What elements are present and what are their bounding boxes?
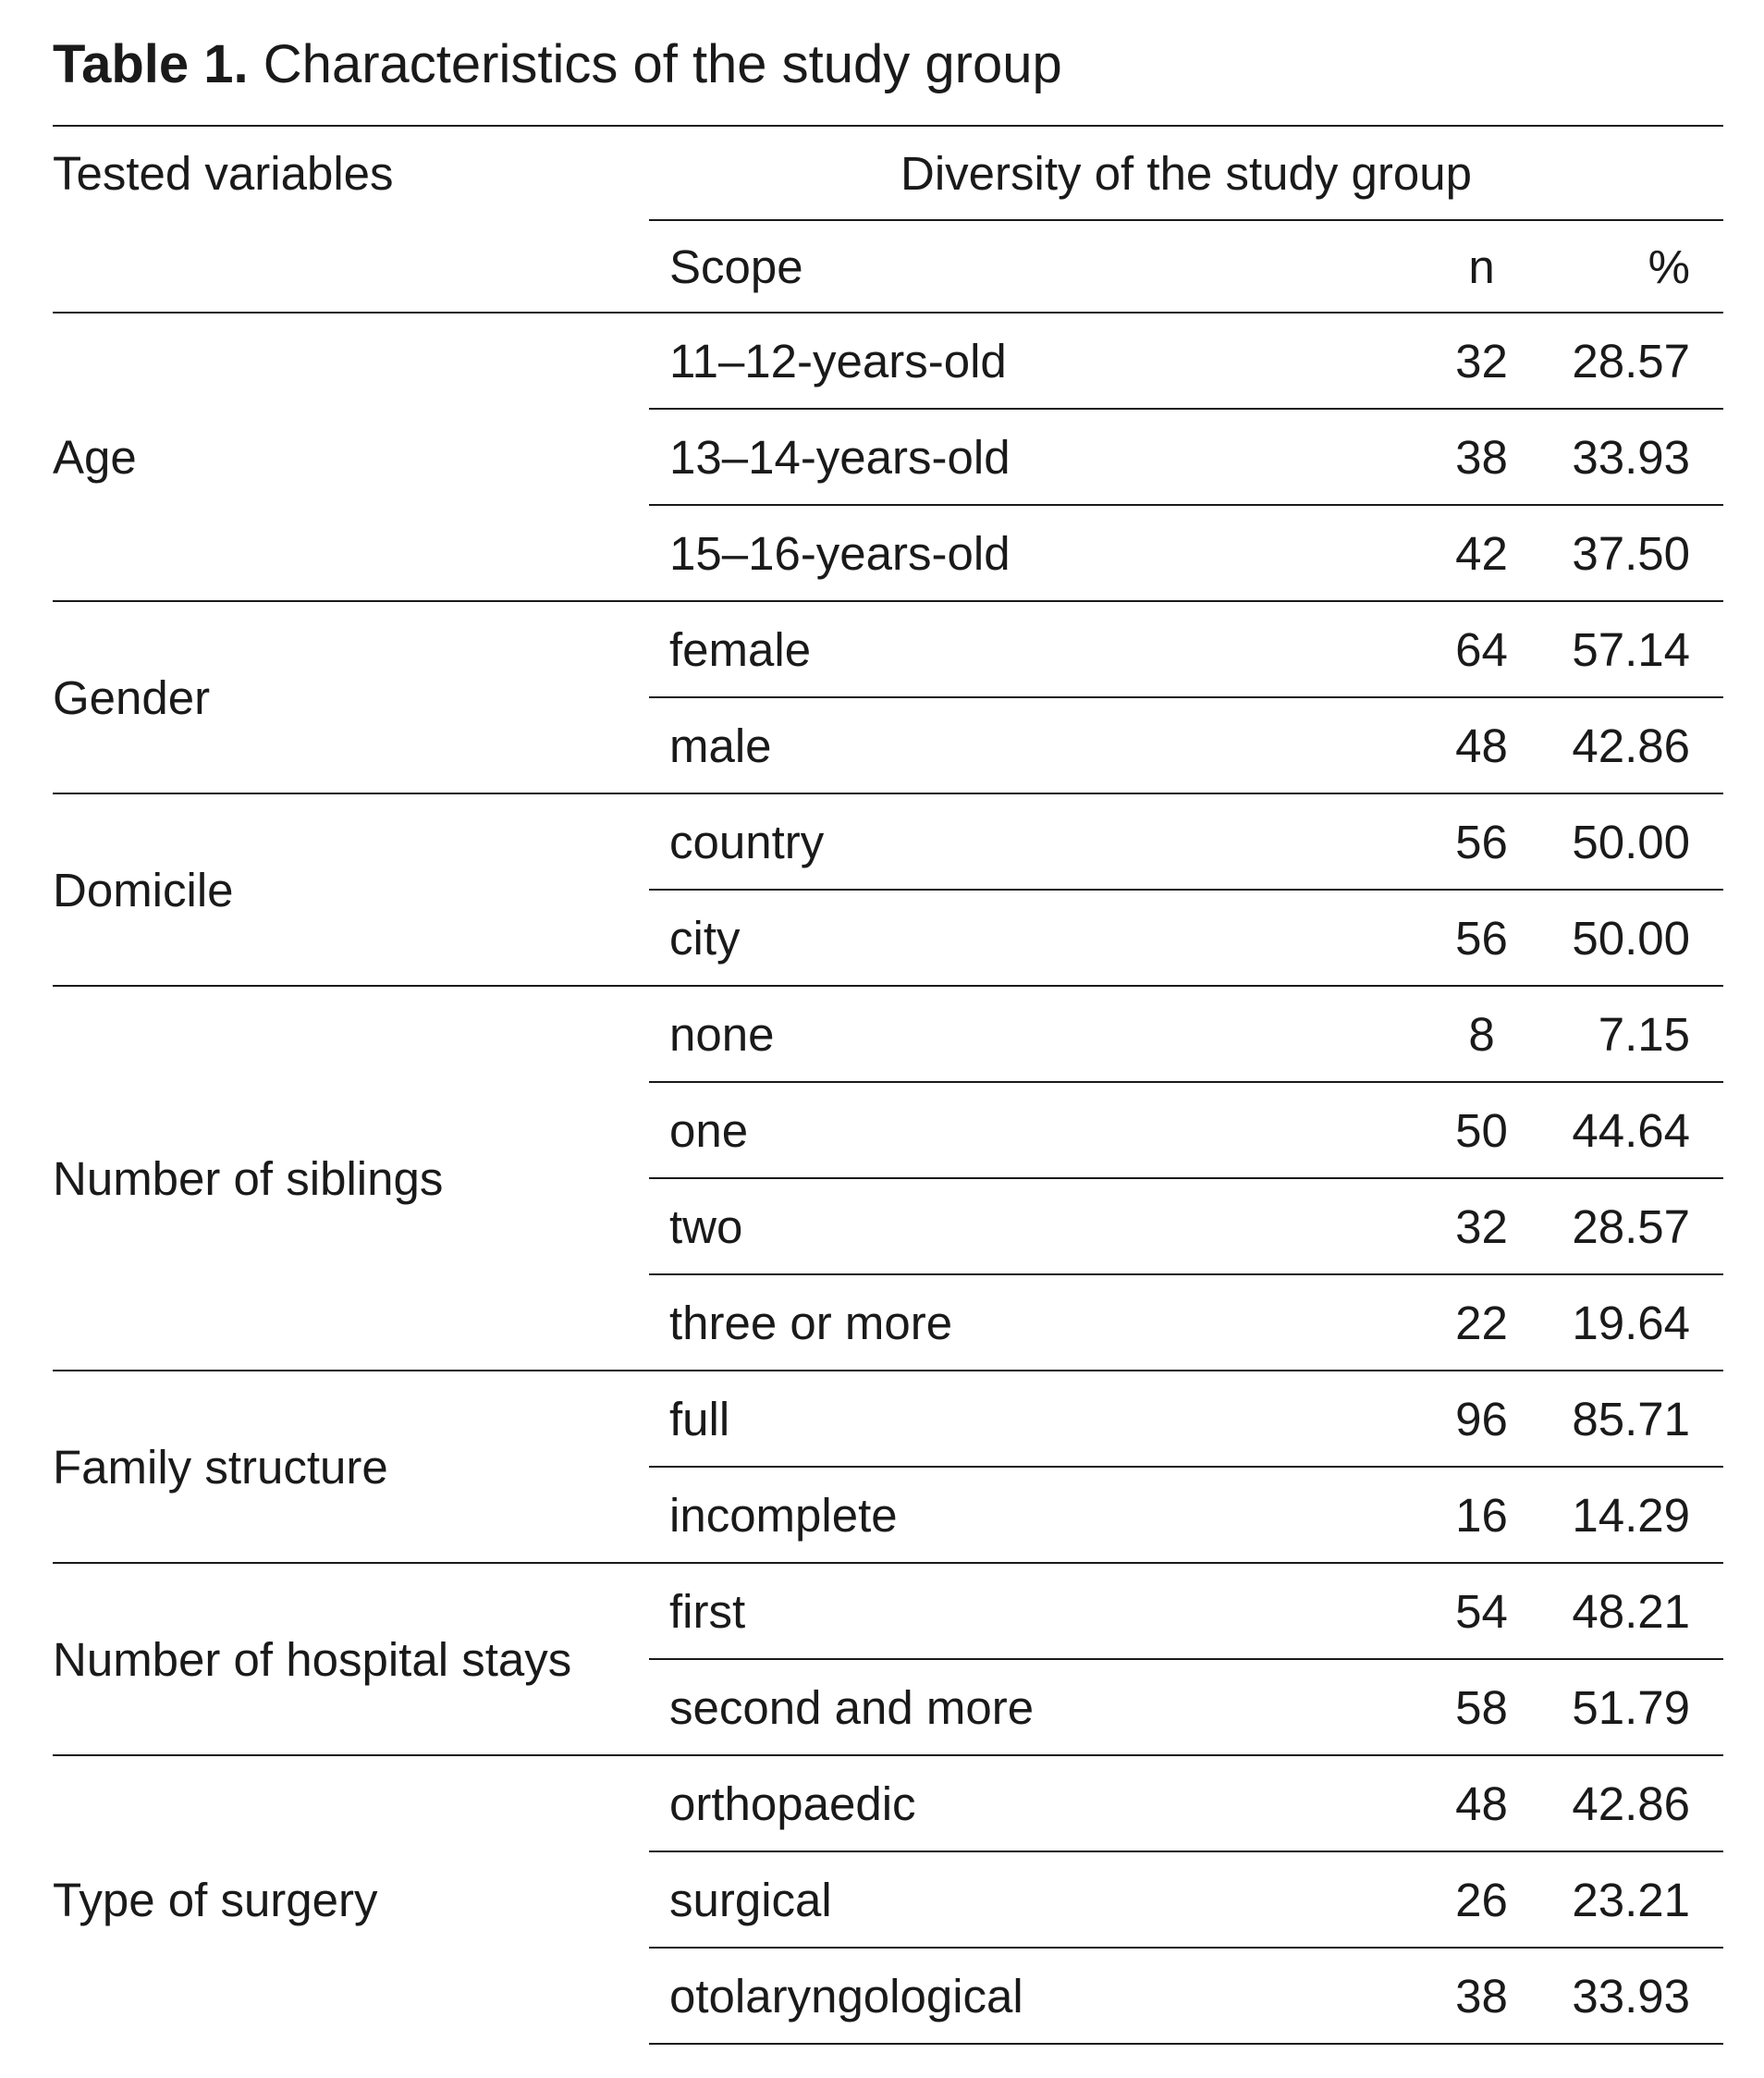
table-container bbox=[53, 125, 1723, 2045]
percent-cell: 28.57 bbox=[1558, 313, 1723, 409]
n-cell: 16 bbox=[1405, 1467, 1558, 1563]
scope-cell: orthopaedic bbox=[649, 1755, 1405, 1851]
scope-cell: first bbox=[649, 1563, 1405, 1659]
scope-cell: 11–12-years-old bbox=[649, 313, 1405, 409]
table-row bbox=[53, 1563, 1723, 1659]
n-cell: 56 bbox=[1405, 890, 1558, 986]
caption-title: Characteristics of the study group bbox=[263, 34, 1062, 94]
percent-cell: 57.14 bbox=[1558, 601, 1723, 697]
table-row bbox=[53, 1755, 1723, 1851]
scope-cell: otolaryngological bbox=[649, 1948, 1405, 2044]
variable-cell: Gender bbox=[53, 601, 649, 793]
table-row bbox=[53, 1371, 1723, 1467]
n-cell: 58 bbox=[1405, 1659, 1558, 1755]
n-cell: 48 bbox=[1405, 1755, 1558, 1851]
table-caption bbox=[53, 31, 1062, 98]
n-cell: 50 bbox=[1405, 1082, 1558, 1178]
percent-cell: 33.93 bbox=[1558, 1948, 1723, 2044]
header-n: n bbox=[1405, 220, 1558, 313]
scope-cell: female bbox=[649, 601, 1405, 697]
percent-cell: 19.64 bbox=[1558, 1274, 1723, 1371]
header-row-2 bbox=[53, 220, 1723, 313]
table-row bbox=[53, 601, 1723, 697]
scope-cell: 15–16-years-old bbox=[649, 505, 1405, 601]
table-header bbox=[53, 126, 1723, 313]
variable-cell: Age bbox=[53, 313, 649, 601]
scope-cell: city bbox=[649, 890, 1405, 986]
percent-cell: 14.29 bbox=[1558, 1467, 1723, 1563]
scope-cell: three or more bbox=[649, 1274, 1405, 1371]
header-scope: Scope bbox=[649, 220, 1405, 313]
n-cell: 48 bbox=[1405, 697, 1558, 793]
header-tested-variables: Tested variables bbox=[53, 126, 649, 220]
n-cell: 64 bbox=[1405, 601, 1558, 697]
scope-cell: none bbox=[649, 986, 1405, 1082]
scope-cell: male bbox=[649, 697, 1405, 793]
percent-cell: 7.15 bbox=[1558, 986, 1723, 1082]
header-blank bbox=[53, 220, 649, 313]
variable-cell: Domicile bbox=[53, 793, 649, 986]
percent-cell: 37.50 bbox=[1558, 505, 1723, 601]
header-percent: % bbox=[1558, 220, 1723, 313]
percent-cell: 33.93 bbox=[1558, 409, 1723, 505]
table-row bbox=[53, 986, 1723, 1082]
table-row bbox=[53, 793, 1723, 890]
characteristics-table bbox=[53, 125, 1723, 2045]
scope-cell: incomplete bbox=[649, 1467, 1405, 1563]
header-row-1 bbox=[53, 126, 1723, 220]
scope-cell: country bbox=[649, 793, 1405, 890]
scope-cell: 13–14-years-old bbox=[649, 409, 1405, 505]
variable-cell: Number of siblings bbox=[53, 986, 649, 1371]
percent-cell: 50.00 bbox=[1558, 793, 1723, 890]
percent-cell: 51.79 bbox=[1558, 1659, 1723, 1755]
n-cell: 32 bbox=[1405, 313, 1558, 409]
percent-cell: 48.21 bbox=[1558, 1563, 1723, 1659]
percent-cell: 50.00 bbox=[1558, 890, 1723, 986]
variable-cell: Number of hospital stays bbox=[53, 1563, 649, 1755]
variable-cell: Type of surgery bbox=[53, 1755, 649, 2044]
table-row bbox=[53, 313, 1723, 409]
n-cell: 42 bbox=[1405, 505, 1558, 601]
percent-cell: 23.21 bbox=[1558, 1851, 1723, 1948]
percent-cell: 42.86 bbox=[1558, 1755, 1723, 1851]
table-body bbox=[53, 313, 1723, 2044]
percent-cell: 28.57 bbox=[1558, 1178, 1723, 1274]
n-cell: 54 bbox=[1405, 1563, 1558, 1659]
scope-cell: second and more bbox=[649, 1659, 1405, 1755]
n-cell: 32 bbox=[1405, 1178, 1558, 1274]
caption-label: Table 1. bbox=[53, 34, 249, 94]
n-cell: 26 bbox=[1405, 1851, 1558, 1948]
variable-cell: Family structure bbox=[53, 1371, 649, 1563]
n-cell: 96 bbox=[1405, 1371, 1558, 1467]
n-cell: 22 bbox=[1405, 1274, 1558, 1371]
scope-cell: full bbox=[649, 1371, 1405, 1467]
percent-cell: 42.86 bbox=[1558, 697, 1723, 793]
n-cell: 8 bbox=[1405, 986, 1558, 1082]
n-cell: 38 bbox=[1405, 409, 1558, 505]
n-cell: 38 bbox=[1405, 1948, 1558, 2044]
scope-cell: two bbox=[649, 1178, 1405, 1274]
percent-cell: 44.64 bbox=[1558, 1082, 1723, 1178]
scope-cell: one bbox=[649, 1082, 1405, 1178]
percent-cell: 85.71 bbox=[1558, 1371, 1723, 1467]
scope-cell: surgical bbox=[649, 1851, 1405, 1948]
header-diversity: Diversity of the study group bbox=[649, 126, 1723, 220]
n-cell: 56 bbox=[1405, 793, 1558, 890]
